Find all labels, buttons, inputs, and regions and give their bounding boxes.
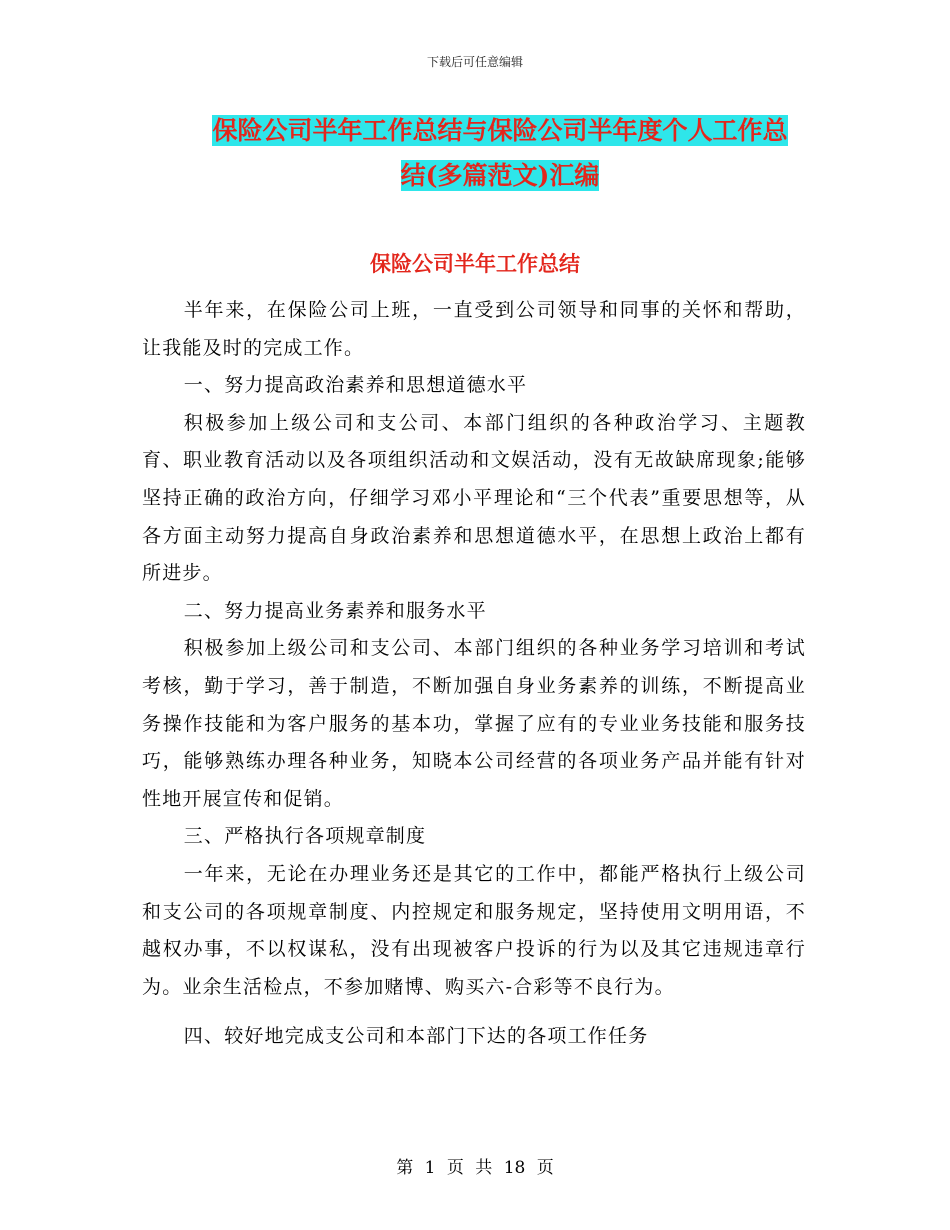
heading-3: 三、严格执行各项规章制度 [183, 825, 427, 848]
paragraph-2: 积极参加上级公司和支公司、本部门组织的各种业务学习培训和考试考核，勤于学习，善于制造，不断加强自身业务素养的训练，不断提高业务操作技能和为客户服务的基本功，掌握了应有的专业业务技能和服务技巧，能够熟练办理各种业务，知晓本公司经营的各项业务产品并能有针对性地开展宣传和促销。 [142, 637, 806, 810]
document-title [140, 108, 860, 198]
document-body [142, 292, 806, 1056]
paragraph-1: 积极参加上级公司和支公司、本部门组织的各种政治学习、主题教育、职业教育活动以及各项组织活动和文娱活动，没有无故缺席现象;能够坚持正确的政治方向，仔细学习邓小平理论和“三个代表”重要思想等，从各方面主动努力提高自身政治素养和思想道德水平，在思想上政治上都有所进步。 [142, 411, 806, 585]
paragraph-intro: 半年来，在保险公司上班，一直受到公司领导和同事的关怀和帮助，让我能及时的完成工作。 [142, 299, 806, 359]
heading-2: 二、努力提高业务素养和服务水平 [183, 599, 487, 622]
section-title: 保险公司半年工作总结 [370, 251, 580, 276]
page-number-footer: 第 1 页 共 18 页 [396, 1158, 554, 1178]
document-title-line-2: 结(多篇范文)汇编 [400, 161, 600, 190]
document-title-line-1: 保险公司半年工作总结与保险公司半年度个人工作总 [212, 116, 788, 145]
heading-1: 一、努力提高政治素养和思想道德水平 [183, 374, 528, 397]
header-note: 下载后可任意编辑 [426, 55, 523, 69]
paragraph-3: 一年来，无论在办理业务还是其它的工作中，都能严格执行上级公司和支公司的各项规章制度、内控规定和服务规定，坚持使用文明用语，不越权办事，不以权谋私，没有出现被客户投诉的行为以及其它违规违章行为。业余生活检点，不参加赌博、购买六-合彩等不良行为。 [142, 862, 806, 998]
heading-4: 四、较好地完成支公司和本部门下达的各项工作任务 [183, 1025, 649, 1048]
